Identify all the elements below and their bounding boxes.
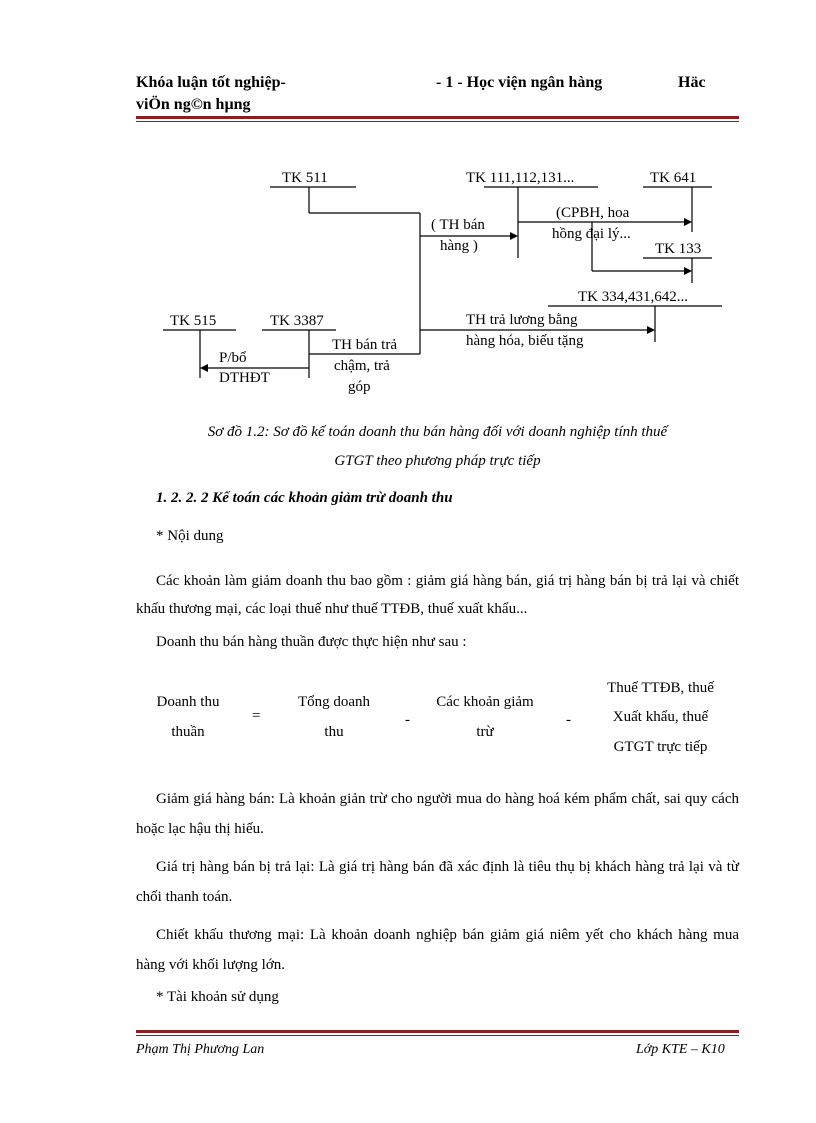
paragraph-5: Chiết khấu thương mại: Là khoản doanh nghiệp bán giảm giá niêm yết cho khách hàng mua hàng với khối lượng lớn.: [136, 927, 739, 973]
th-ban-hang-line1: ( TH bán: [431, 217, 485, 233]
tk3387-label: TK 3387: [270, 313, 324, 329]
header-right: Häc: [678, 74, 706, 91]
paragraph-2: Doanh thu bán hàng thuần được thực hiện như sau :: [156, 634, 467, 650]
footer-class: Lớp KTE – K10: [636, 1042, 725, 1057]
cpbh-line2: hồng đại lý...: [552, 226, 631, 242]
formula-d-line1: Thuế TTĐB, thuế: [607, 680, 714, 696]
formula-minus-2: -: [566, 712, 571, 728]
diagram-caption-line2: GTGT theo phương pháp trực tiếp: [334, 453, 541, 469]
formula-c-line2: trừ: [476, 724, 494, 740]
footer-rule-thin: [136, 1035, 739, 1036]
footer-author: Phạm Thị Phương Lan: [136, 1042, 265, 1057]
paragraph-1: Các khoản làm giảm doanh thu bao gồm : giảm giá hàng bán, giá trị hàng bán bị trả lại và chiết khấu thương mại, các loại thuế như thuế TTĐB, thuế xuất khẩu...: [136, 573, 739, 617]
th-ban-tra-line2: chậm, trả: [334, 358, 390, 374]
footer-rule: [136, 1030, 739, 1033]
tk133-label: TK 133: [655, 241, 702, 257]
formula-d-line2: Xuất khẩu, thuế: [612, 709, 709, 725]
formula-a-line2: thuần: [171, 724, 205, 740]
diagram-caption-line1: Sơ đồ 1.2: Sơ đồ kế toán doanh thu bán hàng đối với doanh nghiệp tính thuế: [207, 424, 668, 440]
formula-d-line3: GTGT trực tiếp: [613, 739, 708, 755]
header-left-line1: Khóa luận tốt nghiệp-: [136, 74, 286, 91]
header-left-line2: viÖn ng©n hµng: [136, 96, 251, 113]
formula-equals: =: [252, 708, 261, 724]
th-tra-luong-line1: TH trả lương bằng: [466, 312, 578, 328]
diagram-lines: [0, 0, 816, 420]
formula-a-line1: Doanh thu: [156, 694, 220, 710]
tk511-label: TK 511: [282, 170, 328, 186]
th-ban-hang-line2: hàng ): [440, 238, 478, 254]
paragraph-4: Giá trị hàng bán bị trả lại: Là giá trị hàng bán đã xác định là tiêu thụ bị khách hàng trả lại và từ chối thanh toán.: [136, 859, 739, 905]
formula-c-line1: Các khoản giảm: [436, 694, 534, 710]
header-center: - 1 - Học viện ngân hàng: [436, 74, 603, 91]
th-tra-luong-line2: hàng hóa, biếu tặng: [466, 333, 584, 349]
th-ban-tra-line3: góp: [348, 379, 371, 395]
tk515-label: TK 515: [170, 313, 217, 329]
formula-b-line1: Tổng doanh: [297, 694, 371, 710]
tk641-label: TK 641: [650, 170, 697, 186]
th-ban-tra-line1: TH bán trả: [332, 337, 397, 353]
cpbh-line1: (CPBH, hoa: [556, 205, 630, 221]
section-heading: 1. 2. 2. 2 Kế toán các khoản giảm trừ doanh thu: [156, 490, 453, 506]
formula-minus-1: -: [405, 712, 410, 728]
pbo-line2: DTHĐT: [219, 370, 270, 386]
tai-khoan-label: * Tài khoản sử dụng: [156, 989, 279, 1005]
tk111-label: TK 111,112,131...: [466, 170, 575, 186]
noi-dung-label: * Nội dung: [156, 528, 224, 544]
paragraph-3: Giảm giá hàng bán: Là khoản giản trừ cho người mua do hàng hoá kém phẩm chất, sai quy cách hoặc lạc hậu thị hiếu.: [136, 791, 739, 837]
pbo-line1: P/bổ: [219, 350, 247, 366]
formula-b-line2: thu: [324, 724, 344, 740]
tk334-label: TK 334,431,642...: [578, 289, 688, 305]
